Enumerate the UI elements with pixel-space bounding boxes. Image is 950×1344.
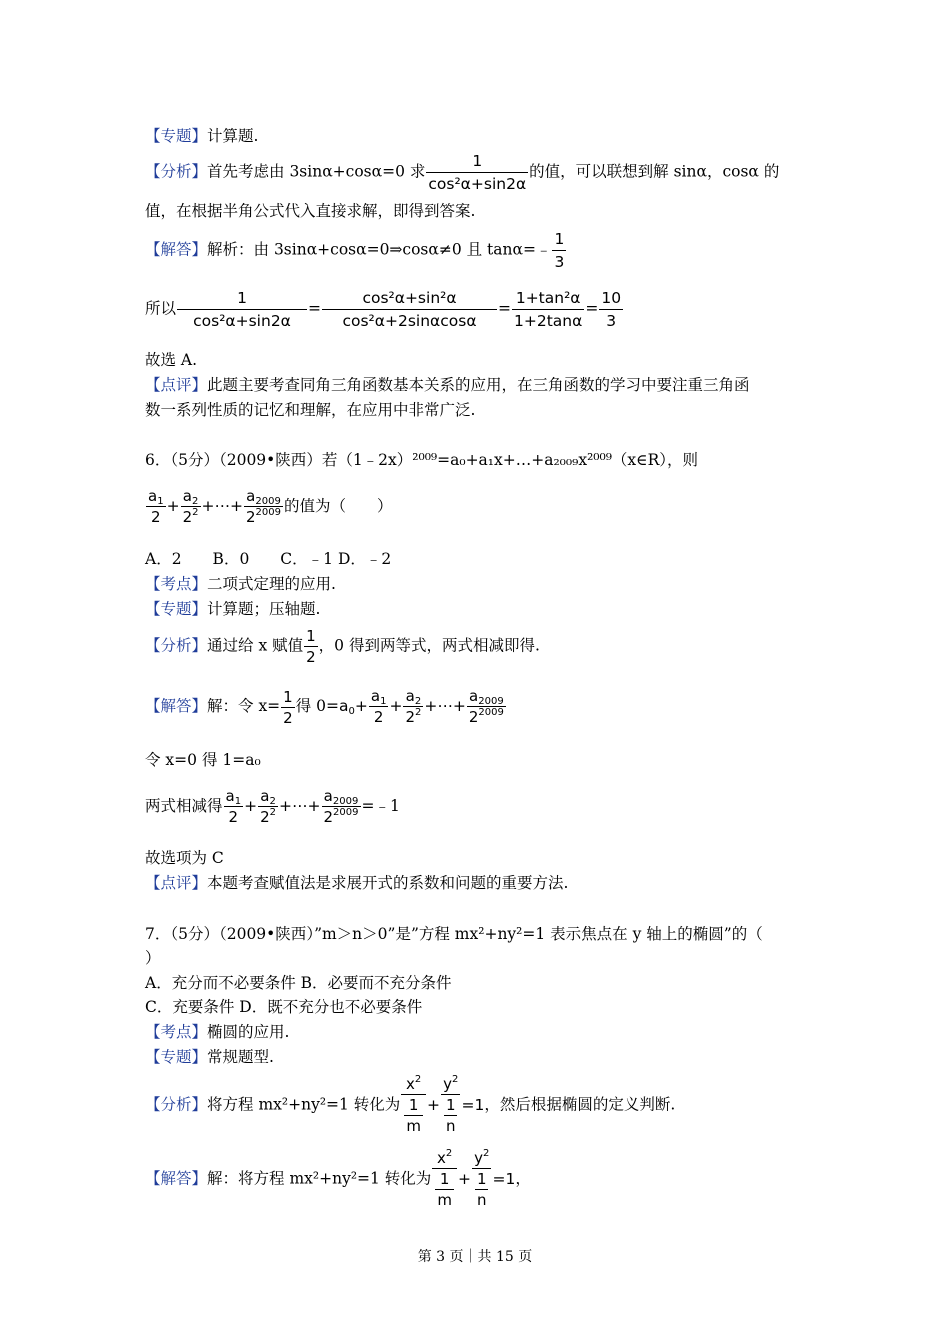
q7-fenxi-line xyxy=(145,1074,675,1136)
q6-term-a2009: $\frac{a_{2009}}{2^{2009}}$ xyxy=(245,487,281,526)
q6-stem: 6．（5分）（2009•陕西）若（1﹣2x）²⁰⁰⁹=a₀+a₁x+…+a₂₀₀₉x²⁰⁰⁹（x∈R），则 xyxy=(145,451,699,469)
q7-stem: 7．（5分）（2009•陕西）”m＞n＞0”是”方程 mx²+ny²=1 表示焦点在 y 轴上的椭圆”的（ xyxy=(145,925,763,943)
q6-zhuanti-text: 计算题；压轴题. xyxy=(207,600,321,618)
q7-option-cd: C．充要条件 D．既不充分也不必要条件 xyxy=(145,998,423,1016)
q5-dianping-text: 此题主要考查同角三角函数基本关系的应用，在三角函数的学习中要注重三角函 xyxy=(207,376,750,394)
q5-zhuanti-line xyxy=(145,126,258,146)
q7-jieda-post: ， xyxy=(515,1169,531,1188)
q6-liangshi-line xyxy=(145,786,400,827)
kaodian-tag: 【考点】 xyxy=(145,1023,208,1041)
q5-frac-1: $\frac{1}{\text{cos²α+sin2α}}$ xyxy=(177,287,307,332)
q5-frac-3: $\frac{\text{1+tan²α}}{1+2\tan\alpha}$ xyxy=(514,289,583,330)
q6-jieda-line xyxy=(145,686,507,728)
q6-liangshi-label: 两式相减得 xyxy=(145,797,223,815)
q6-jieda-half: $\frac{1}{2}$ xyxy=(283,687,293,727)
jieda-tag: 【解答】 xyxy=(145,1169,208,1188)
q7-kaodian-line xyxy=(145,1022,289,1042)
q6-kaodian-line xyxy=(145,574,336,594)
q5-jieda-line xyxy=(145,228,567,273)
q6-fenxi-line xyxy=(145,626,540,667)
q7-jieda-line xyxy=(145,1148,531,1210)
fenxi-tag: 【分析】 xyxy=(145,1095,208,1114)
q5-zhuanti-text: 计算题. xyxy=(207,127,259,145)
q6-fenxi-fraction: $\frac{1}{2}$ xyxy=(306,627,316,666)
suoyi-label: 所以 xyxy=(145,299,177,318)
jieda-tag: 【解答】 xyxy=(145,240,208,259)
q5-frac-4: $\frac{10}{3}$ xyxy=(601,289,622,330)
dianping-tag: 【点评】 xyxy=(145,874,208,892)
q7-zhuanti-line xyxy=(145,1047,274,1067)
dianping-tag: 【点评】 xyxy=(145,376,208,394)
q6-fenxi-pre: 通过给 x 赋值 xyxy=(207,636,304,655)
q7-jieda-expression: $\frac{x^2}{\frac{1}{m}}$ + $\frac{y^2}{\frac{1}{n}}$ =1 xyxy=(431,1170,515,1188)
q6-x0-line: 令 x=0 得 1=a₀ xyxy=(145,751,261,769)
q6-stem-post: 的值为（ ） xyxy=(283,497,393,515)
q7-fenxi-post: ，然后根据椭圆的定义判断. xyxy=(484,1095,676,1114)
q7-jieda-pre: 解：将方程 mx²+ny²=1 转化为 xyxy=(207,1169,432,1188)
q5-fenxi-line xyxy=(145,150,779,195)
q5-frac-2: $\frac{\text{cos²α+sin²α}}{\text{cos²α+2sinαcosα}}$ xyxy=(322,287,497,332)
q5-dianping-line2: 数一系列性质的记忆和理解，在应用中非常广泛. xyxy=(145,401,476,419)
q7-zhuanti-text: 常规题型. xyxy=(207,1048,274,1066)
q6-dianping-text: 本题考查赋值法是求展开式的系数和问题的重要方法. xyxy=(207,874,569,892)
fenxi-tag: 【分析】 xyxy=(145,162,208,181)
q6-jieda-expression: $a_0+$ $\frac{a_1}{2}$ + $\frac{a_2}{2^2}$ +⋯+ $\frac{a_{2009}}{2^{2009}}$ xyxy=(339,687,504,726)
zhuanti-tag: 【专题】 xyxy=(145,1048,208,1066)
q6-zhuanti-line xyxy=(145,599,320,619)
q5-guxuan: 故选 A. xyxy=(145,351,198,369)
q6-jieda-mid: 得 0= xyxy=(295,697,339,715)
q6-dianping-line xyxy=(145,873,568,893)
q5-suoyi-line: 所以 $\frac{1}{\text{cos²α+sin2α}}$ = $\frac{\text{cos²α+sin²α}}{\text{cos²α+2sinαcosα}}$ = $\frac{\text{1+tan²α}}{1+2\tan\alpha}$ = $\frac{10}{3}$ xyxy=(145,289,622,330)
q6-fenxi-post: ，0 得到两等式，两式相减即得. xyxy=(318,636,540,655)
q6-liangshi-post: =﹣1 xyxy=(361,797,400,815)
q6-stem-expression: $\frac{a_1}{2}$ + $\frac{a_2}{2^2}$ +⋯+ $\frac{a_{2009}}{2^{2009}}$ 的值为（ ） xyxy=(148,487,393,526)
q5-fenxi-pre: 首先考虑由 3sinα+cosα=0 求 xyxy=(207,162,426,181)
q6-kaodian-text: 二项式定理的应用. xyxy=(207,575,336,593)
q5-dianping-line xyxy=(145,375,750,395)
zhuanti-tag: 【专题】 xyxy=(145,127,208,145)
q6-term-a1: $\frac{a_1}{2}$ xyxy=(148,487,164,526)
kaodian-tag: 【考点】 xyxy=(145,575,208,593)
q7-fenxi-pre: 将方程 mx²+ny²=1 转化为 xyxy=(207,1095,401,1114)
q6-liangshi-expression: $\frac{a_1}{2}$ + $\frac{a_2}{2^2}$ +⋯+ $\frac{a_{2009}}{2^{2009}}$ xyxy=(225,787,359,826)
jieda-tag: 【解答】 xyxy=(145,697,208,715)
fenxi-tag: 【分析】 xyxy=(145,636,208,655)
q7-stem2: ） xyxy=(145,949,161,967)
zhuanti-tag: 【专题】 xyxy=(145,600,208,618)
q5-fenxi-line2: 值，在根据半角公式代入直接求解，即得到答案. xyxy=(145,202,476,220)
q6-jieda-pre: 解：令 x= xyxy=(207,697,281,715)
q6-guxuan: 故选项为 C xyxy=(145,849,224,867)
q6-term-a2: $\frac{a_2}{2^2}$ xyxy=(182,487,199,526)
q5-fenxi-fraction: $\frac{1}{\text{cos²α+sin2α}}$ xyxy=(428,152,527,193)
q7-fenxi-expression: $\frac{x^2}{\frac{1}{m}}$ + $\frac{y^2}{\frac{1}{n}}$ =1 xyxy=(400,1096,484,1114)
page-footer: 第 3 页｜共 15 页 xyxy=(417,1249,533,1265)
q7-kaodian-text: 椭圆的应用. xyxy=(207,1023,290,1041)
q5-jieda-text: 解析：由 3sinα+cosα=0⇒cosα≠0 且 tanα=﹣ xyxy=(207,240,552,259)
q5-fenxi-post: 的值，可以联想到解 sinα，cosα 的 xyxy=(529,162,780,181)
q5-jieda-fraction: $\frac{1}{3}$ xyxy=(554,230,565,271)
q7-option-ab: A．充分而不必要条件 B．必要而不充分条件 xyxy=(145,974,452,992)
q6-options: A．2 B．0 C．﹣1 D．﹣2 xyxy=(145,550,392,568)
